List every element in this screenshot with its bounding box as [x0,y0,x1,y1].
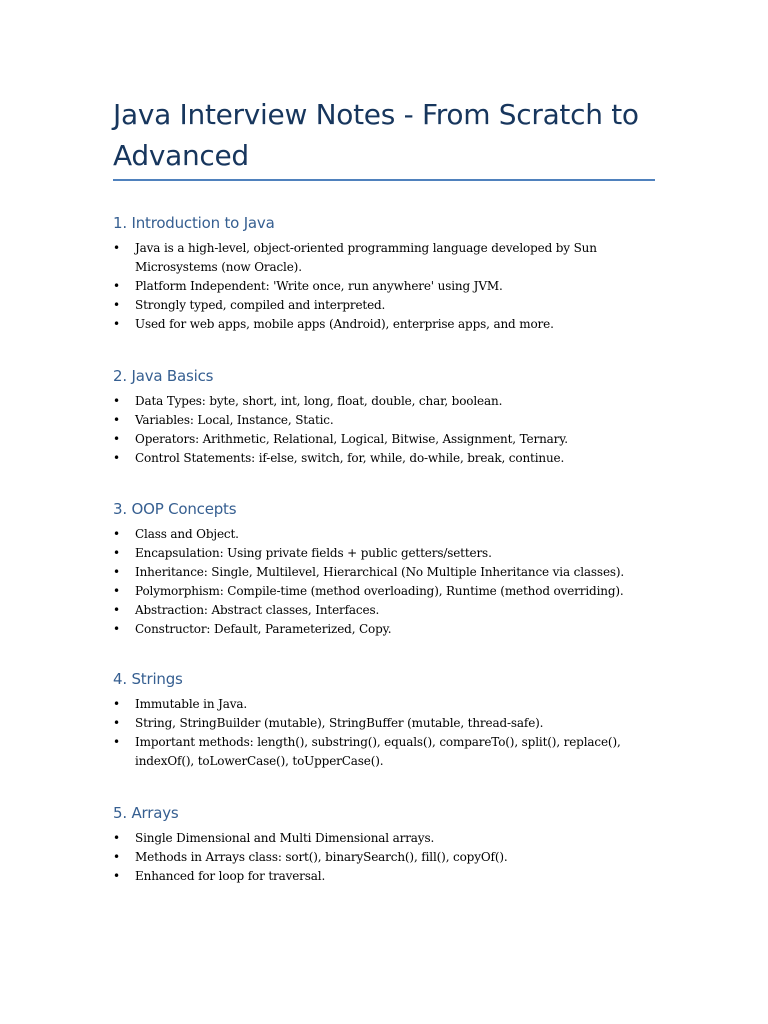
document-title: Java Interview Notes - From Scratch to Advanced [113,98,639,172]
bullet-icon: • [113,394,120,408]
bullet-icon: • [113,241,120,255]
list-item [113,620,645,639]
section-heading: 5. Arrays [113,804,179,822]
bullet-icon: • [113,546,120,560]
bullet-icon: • [113,850,120,864]
bullet-list [113,695,673,771]
bullet-icon: • [113,451,120,465]
bullet-icon: • [113,831,120,845]
list-item [113,315,645,334]
list-item-text: Data Types: byte, short, int, long, float, double, char, boolean. [135,394,503,408]
list-item [113,296,645,315]
list-item [113,392,645,411]
list-item-text: Platform Independent: 'Write once, run anywhere' using JVM. [135,279,503,293]
section-introduction [113,213,673,334]
list-item-text: Constructor: Default, Parameterized, Copy. [135,622,392,636]
section-arrays [113,803,673,886]
list-item [113,601,645,620]
list-item [113,277,645,296]
list-item-text: Single Dimensional and Multi Dimensional arrays. [135,831,435,845]
list-item [113,867,645,886]
list-item [113,239,645,277]
list-item-text: Enhanced for loop for traversal. [135,869,326,883]
bullet-icon: • [113,603,120,617]
bullet-list [113,829,673,886]
bullet-icon: • [113,527,120,541]
list-item-text: Strongly typed, compiled and interpreted. [135,298,386,312]
list-item-text: Class and Object. [135,527,239,541]
bullet-list [113,525,673,639]
section-heading: 3. OOP Concepts [113,500,237,518]
bullet-icon: • [113,565,120,579]
list-item [113,544,645,563]
list-item [113,695,645,714]
list-item [113,829,645,848]
bullet-icon: • [113,298,120,312]
list-item-text: Operators: Arithmetic, Relational, Logical, Bitwise, Assignment, Ternary. [135,432,568,446]
list-item-text: String, StringBuilder (mutable), StringBuffer (mutable, thread-safe). [135,716,544,730]
section-heading: 4. Strings [113,670,183,688]
list-item [113,563,645,582]
list-item [113,733,645,771]
list-item [113,582,645,601]
list-item-text: Java is a high-level, object-oriented programming language developed by Sun Microsystems (now Oracle). [135,241,597,274]
list-item-text: Immutable in Java. [135,697,248,711]
bullet-icon: • [113,622,120,636]
bullet-icon: • [113,584,120,598]
list-item-text: Methods in Arrays class: sort(), binarySearch(), fill(), copyOf(). [135,850,508,864]
list-item [113,714,645,733]
list-item-text: Inheritance: Single, Multilevel, Hierarchical (No Multiple Inheritance via classes). [135,565,625,579]
section-heading: 2. Java Basics [113,367,214,385]
list-item [113,525,645,544]
section-strings [113,669,673,771]
list-item-text: Abstraction: Abstract classes, Interfaces. [135,603,380,617]
bullet-icon: • [113,413,120,427]
bullet-icon: • [113,279,120,293]
list-item [113,411,645,430]
list-item-text: Important methods: length(), substring(), equals(), compareTo(), split(), replace(), indexOf(), toLowerCase(), toUpperCase(). [135,735,621,768]
list-item-text: Encapsulation: Using private fields + public getters/setters. [135,546,492,560]
list-item [113,449,645,468]
list-item-text: Variables: Local, Instance, Static. [135,413,334,427]
list-item-text: Control Statements: if-else, switch, for, while, do-while, break, continue. [135,451,565,465]
list-item [113,430,645,449]
section-heading: 1. Introduction to Java [113,214,275,232]
bullet-list [113,239,673,334]
bullet-icon: • [113,697,120,711]
bullet-icon: • [113,735,120,749]
bullet-icon: • [113,869,120,883]
section-oop-concepts [113,499,673,639]
bullet-icon: • [113,716,120,730]
bullet-list [113,392,673,468]
list-item-text: Used for web apps, mobile apps (Android), enterprise apps, and more. [135,317,554,331]
list-item-text: Polymorphism: Compile-time (method overloading), Runtime (method overriding). [135,584,624,598]
bullet-icon: • [113,317,120,331]
title-underline [113,179,655,181]
section-java-basics [113,366,673,468]
list-item [113,848,645,867]
bullet-icon: • [113,432,120,446]
